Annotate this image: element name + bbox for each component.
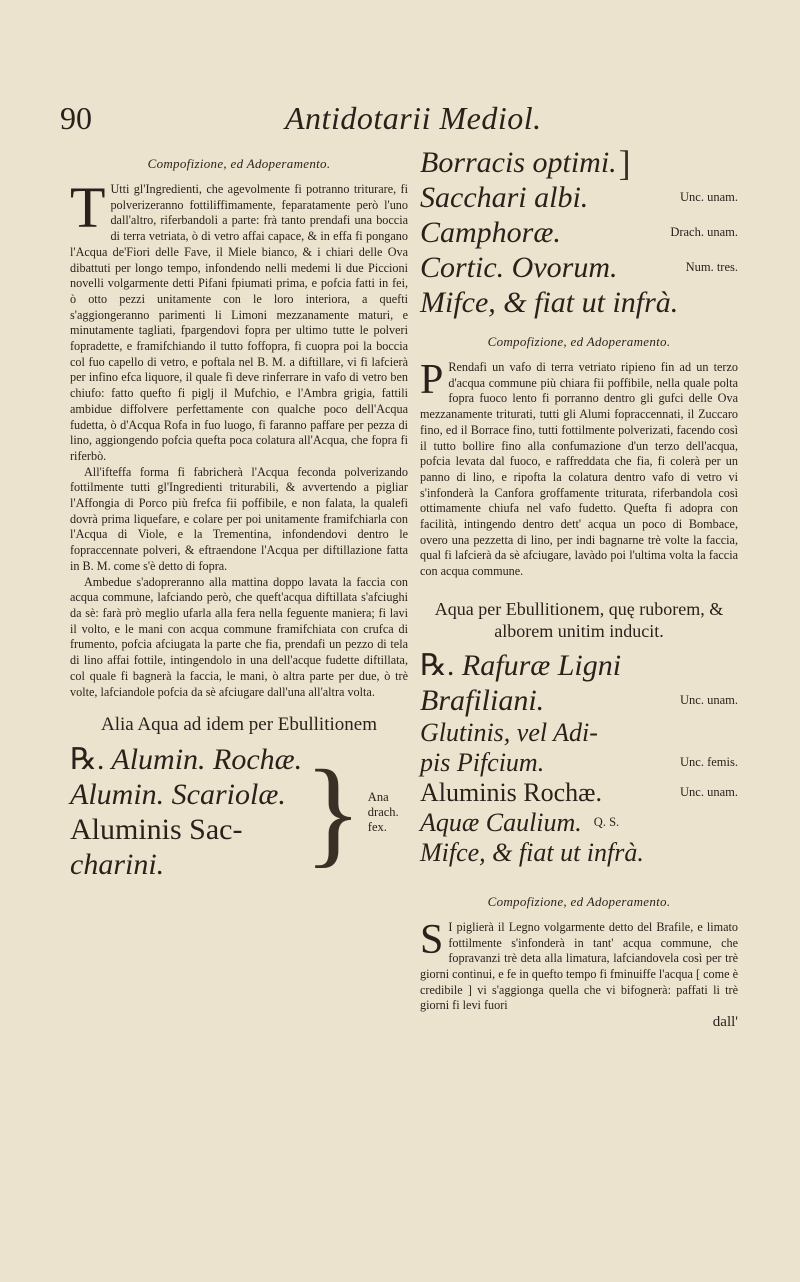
instruction-line: Mifce, & fiat ut infrà. (420, 837, 644, 867)
ingredient-name: Alumin. Rochæ. (111, 743, 303, 777)
ingredient-line (70, 742, 302, 777)
grouping-brace: } (304, 745, 362, 879)
ingredient-name: Brafiliani. (420, 683, 545, 717)
ingredient-line: Aluminis Sac- (70, 813, 243, 847)
paragraph-text: Rendafi un vafo di terra vetriato ripieno fin ad un terzo d'acqua commune più chiara fii poffibile, nella quale polta fopra fuoco lento fi porranno dentro gli gufci delle Ova mezzanamente triturati, tutti gli Alumi fopraccennati, il Zuccaro fino, ed il Borrace fino, tutti fottilmente polverizati, facendo così il tutto bollire fino alla confumazione d'un terzo dell'acqua, pofcia levata dal fuoco, e raffreddata che fia, fi colerà per un panno di lino, e ripofta la colatura dentro vafo di vetro vi s'infonderà la Canfora groffamente triturata, riferbandola così ottimamente chiufa nel vafo fudetto. Quefta fi adopra con facilità, intingendo dentro dett' acqua un poco di Bombace, overo una pezzetta di lino, per indi bagnarne trè volte la faccia, qual fi lafcierà da sè afciugare, lavàdo poi l'ultima volta la faccia con acqua commune. (420, 360, 738, 579)
section-title: Compofizione, ed Adoperamento. (147, 156, 331, 171)
ingredient-name: pis Pifcium. (420, 747, 545, 777)
paragraph (420, 357, 738, 580)
drop-cap: P (420, 357, 444, 403)
paragraph-text: I piglierà il Legno volgarmente detto del Brafile, e limato fottilmente s'infonderà in tant' acqua commune, che fopravanzi trè deta alla limatura, lafciandovela così per trè giorni continui, e fe in quefto tempo fi fminuiffe l'acqua [ come è credibile ] vi s'aggionga quella che vi bifognerà: paffati li trè giorni fi levi fuori (420, 919, 738, 1013)
ingredient-quantity: Drach. unam. (670, 225, 738, 239)
left-column (70, 150, 408, 882)
paragraph-3: Ambedue s'adopreranno alla mattina doppo lavata la faccia con acqua commune, lafciando però, che queft'acqua diftillata s'afciughi da sè: farà prò meglio ufarla alla fera nella feguente maniera; fi lavi il volto, e le mani con acqua commune framifchiata con crufca di frumento, pofcia afciugata la parte che fia, prendafi un pezzo di tela di lino affai fottile, intingendolo in una dell'acque fudette diftillata, col quale fi bagnerà la faccia, le mani, ò altra parte per due, ò trè volte, lafciandole pofcia da sè afciugare dall'una all'altra volta. (70, 574, 408, 699)
paragraph-2: All'ifteffa forma fi fabricherà l'Acqua feconda polverizando fottilmente tutti gl'Ingredienti triturabili, & avvertendo a pigliar l'Affongia di Porco più frefca fii poffibile, e non falata, la qualefi dovrà prima liquefare, e colare per poi unitamente framifchiarla con l'Acqua di Viole, e la Trementina, infondendovi dentro le fopraccennate polveri, & eftraendone l'Acqua per diftillazione fatta in B. M. come s'è detto di fopra. (70, 464, 408, 573)
ingredient-row (420, 285, 738, 320)
recipe-symbol: ℞. (420, 648, 455, 682)
ingredient-quantity: Unc. unam. (680, 190, 738, 204)
ingredient-row (420, 748, 738, 778)
ingredient-row (420, 648, 738, 683)
ingredient-name: Aquæ Caulium. (420, 807, 582, 837)
ingredient-list (70, 742, 302, 882)
ingredient-row (420, 215, 738, 250)
ingredient-name: Sacchari albi. (420, 181, 589, 214)
ingredient-quantity: Unc. unam. (680, 692, 738, 707)
ingredient-row (420, 718, 738, 748)
recipe-symbol: ℞. (70, 743, 105, 777)
ingredient-quantity: Num. tres. (685, 260, 738, 274)
ingredient-line (420, 648, 621, 683)
paragraph-1 (70, 175, 408, 465)
instruction-line: Mifce, & fiat ut infrà. (420, 286, 679, 319)
ingredient-row (420, 180, 738, 215)
ingredient-line: charini. (70, 848, 165, 882)
ingredient-row (420, 142, 738, 183)
running-title: Antidotarii Mediol. (285, 100, 542, 136)
ingredient-name: Glutinis, vel Adi- (420, 717, 598, 747)
right-column (420, 142, 738, 1031)
ingredient-row (420, 808, 738, 838)
ingredient-row (420, 250, 738, 285)
paragraph-1-text: Utti gl'Ingredienti, che agevolmente fi potranno triturare, fi polverizeranno fottiliffimamente, feparatamente però l'uno dall'altro, riferbandoli a parte: frà tanto prendafi una boccia di terra vetriata, ò di vetro affai capace, & in effa fi pongano l'Acqua de'Fiori delle Fave, il Miele bianco, & i chiari delle Ova dibattuti per longo tempo, infondendo nelli medemi li due Piccioni novelli volgarmente detti Pifani fpiumati prima, e pofcia fatti in fei, ò otto pezzi unitamente con le loro interiora, a quefti s'aggiongeranno parimenti li Limoni mezzanamente maturi, e minutamente tagliati, fpargendovi fopra per ultimo tutte le polveri fopradette, e framifchiando il tutto foffopra, fi cuopra poi la boccia col fuo capello di vetro, e poftala nel B. M. a diftillare, vi fi lafcierà per infino efca liquore, il quale fi deve rinferrare in vafo di vetro ben chiufo: fatto quefto fi piglj il Mufchio, e l'Ambra grigia, fattili ambidue diffolvere perfettamente con qualche poco dell'Acqua fudetta, ò d'Acqua Rofa in fuo luogo, fi faranno paffare per pezza di lino, aggiongendo pofcia quefta poca colatura all'Acqua, che fopra fi riferbò. (70, 182, 408, 463)
ingredient-name: Cortic. Ovorum. (420, 251, 618, 284)
ingredient-row (420, 683, 738, 718)
recipe-ingredients (70, 742, 408, 882)
page-header (60, 100, 760, 136)
ingredient-quantity: Unc. unam. (680, 785, 738, 800)
ingredient-row (420, 778, 738, 808)
catchword: dall' (712, 1014, 738, 1031)
recipe-heading: Alia Aqua ad idem per Ebullitionem (101, 714, 377, 736)
drop-cap: S (420, 916, 444, 963)
ingredient-name: Camphoræ. (420, 216, 561, 249)
recipe-heading: Aqua per Ebullitionem, quę ruborem, & alborem unitim inducit. (434, 598, 724, 641)
ingredient-name: Borracis optimi. (420, 146, 617, 179)
ingredient-line: Alumin. Scariolæ. (70, 778, 286, 812)
group-quantity: Ana drach. fex. (367, 789, 399, 834)
ingredient-row (420, 838, 738, 868)
brace: ] (618, 142, 631, 183)
ingredient-name: Aluminis Rochæ. (420, 777, 603, 807)
ingredient-name: Rafuræ Ligni (461, 648, 622, 682)
section-title: Compofizione, ed Adoperamento. (487, 334, 671, 349)
ingredient-quantity: Q. S. (593, 815, 620, 830)
paragraph (420, 916, 738, 1014)
page-number: 90 (60, 100, 92, 136)
section-title: Compofizione, ed Adoperamento. (487, 893, 671, 909)
ingredient-quantity: Unc. femis. (680, 755, 738, 770)
drop-cap: T (70, 175, 106, 240)
